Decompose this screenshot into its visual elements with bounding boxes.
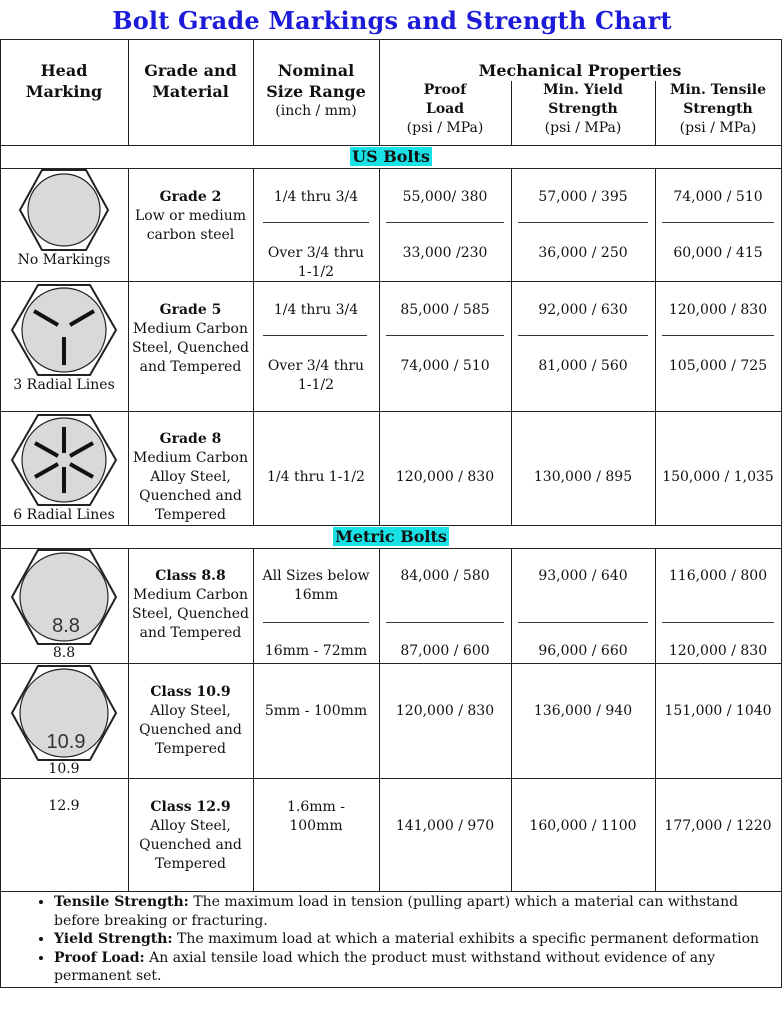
size-cell: All Sizes below 16mm (262, 568, 370, 603)
yield-cell: 130,000 / 895 (533, 469, 633, 485)
hex-head-6-radial-lines-icon (10, 413, 118, 507)
head-stamp-text: 10.9 (46, 731, 86, 753)
size-cell: 1/4 thru 3/4 (273, 302, 359, 318)
hex-head-10-9-icon (10, 664, 118, 762)
definition-item: • Proof Load: An axial tensile load which the product must withstand without evidence of any permanent set. (54, 949, 770, 986)
tensile-cell: 151,000 / 1040 (664, 703, 772, 719)
size-cell: 1/4 thru 1-1/2 (267, 469, 365, 485)
proof-cell: 84,000 / 580 (400, 568, 490, 584)
size-cell: 1.6mm - 100mm (287, 799, 345, 834)
hex-head-3-radial-lines-icon (10, 283, 118, 377)
header-head-marking: Head Marking (25, 61, 103, 101)
proof-cell: 55,000/ 380 (402, 189, 488, 205)
size-cell: Over 3/4 thru 1-1/2 (267, 358, 365, 393)
yield-cell: 81,000 / 560 (538, 358, 628, 374)
head-stamp-text: 8.8 (52, 615, 80, 637)
proof-cell: 33,000 /230 (402, 245, 488, 261)
grade-cell: Class 8.8 Medium Carbon Steel, Quenched and Tempered (131, 568, 250, 641)
proof-cell: 141,000 / 970 (395, 818, 495, 834)
tensile-cell: 120,000 / 830 (668, 302, 768, 318)
definition-item: • Tensile Strength: The maximum load in tension (pulling apart) which a material can withstand before breaking or fracturing. (54, 893, 770, 930)
size-cell: Over 3/4 thru 1-1/2 (267, 245, 365, 280)
definitions-list (30, 893, 770, 986)
grade-cell: Class 12.9 Alloy Steel, Quenched and Tempered (139, 799, 242, 872)
proof-cell: 120,000 / 830 (395, 469, 495, 485)
definition-item: • Yield Strength: The maximum load at which a material exhibits a specific permanent deformation (54, 930, 770, 949)
hex-head-8-8-icon (10, 548, 118, 646)
proof-cell: 87,000 / 600 (400, 643, 490, 659)
marking-caption: 10.9 (48, 761, 80, 777)
yield-cell: 92,000 / 630 (538, 302, 628, 318)
hex-head-no-markings-icon (18, 168, 110, 252)
tensile-cell: 74,000 / 510 (673, 189, 763, 205)
yield-cell: 160,000 / 1100 (529, 818, 637, 834)
grade-cell: Grade 2 Low or medium carbon steel (134, 189, 247, 243)
marking-caption: 3 Radial Lines (13, 377, 115, 393)
yield-cell: 96,000 / 660 (538, 643, 628, 659)
tensile-cell: 116,000 / 800 (668, 568, 768, 584)
header-tensile-strength: Min. Tensile Strength (psi / MPa) (669, 82, 767, 136)
grade-cell: Class 10.9 Alloy Steel, Quenched and Tempered (139, 684, 242, 757)
yield-cell: 36,000 / 250 (538, 245, 628, 261)
tensile-cell: 120,000 / 830 (668, 643, 768, 659)
proof-cell: 120,000 / 830 (395, 703, 495, 719)
grade-cell: Grade 8 Medium Carbon Alloy Steel, Quenched and Tempered (133, 431, 248, 523)
marking-caption: No Markings (17, 252, 111, 268)
header-grade-material: Grade and Material (144, 61, 237, 101)
tensile-cell: 105,000 / 725 (668, 358, 768, 374)
grade-cell: Grade 5 Medium Carbon Steel, Quenched and Tempered (131, 302, 250, 375)
yield-cell: 57,000 / 395 (538, 189, 628, 205)
tensile-cell: 60,000 / 415 (673, 245, 763, 261)
size-cell: 5mm - 100mm (264, 703, 368, 719)
header-mechanical-properties: Mechanical Properties (478, 61, 682, 80)
tensile-cell: 150,000 / 1,035 (662, 469, 774, 485)
header-nominal-size: Nominal Size Range (inch / mm) (266, 61, 366, 119)
yield-cell: 93,000 / 640 (538, 568, 628, 584)
marking-caption: 6 Radial Lines (13, 507, 115, 523)
size-cell: 16mm - 72mm (264, 643, 368, 659)
proof-cell: 85,000 / 585 (400, 302, 490, 318)
proof-cell: 74,000 / 510 (400, 358, 490, 374)
page-title: Bolt Grade Markings and Strength Chart (112, 6, 672, 35)
section-us-bolts: US Bolts (352, 147, 430, 166)
section-metric-bolts: Metric Bolts (335, 527, 447, 546)
size-cell: 1/4 thru 3/4 (273, 189, 359, 205)
header-proof-load: Proof Load (psi / MPa) (406, 82, 484, 136)
header-yield-strength: Min. Yield Strength (psi / MPa) (543, 82, 623, 136)
marking-caption: 12.9 (48, 798, 80, 814)
tensile-cell: 177,000 / 1220 (664, 818, 772, 834)
yield-cell: 136,000 / 940 (533, 703, 633, 719)
marking-caption: 8.8 (52, 645, 76, 661)
